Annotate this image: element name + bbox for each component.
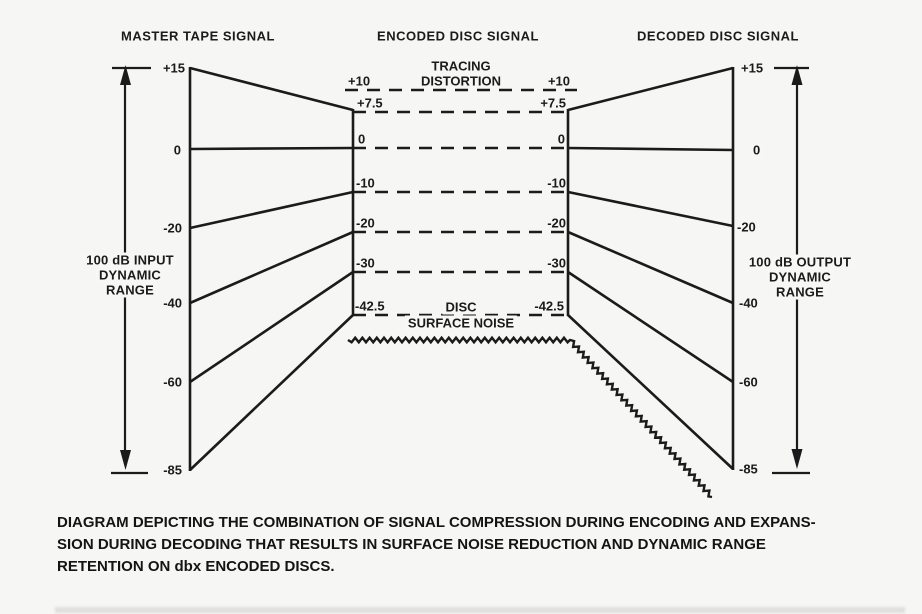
disc-surface-noise-line1: DISC bbox=[442, 300, 479, 315]
master-level-minus20: -20 bbox=[163, 220, 182, 236]
decoded-level-minus40: -40 bbox=[739, 295, 758, 311]
encoded-right-minus30: -30 bbox=[547, 255, 566, 271]
master-level-plus15: +15 bbox=[162, 60, 185, 76]
input-range-line3: RANGE bbox=[103, 283, 157, 298]
decoded-level-0: 0 bbox=[750, 143, 763, 158]
encoded-right-0: 0 bbox=[557, 131, 565, 147]
encoded-left-minus30: -30 bbox=[356, 255, 375, 271]
tracing-distortion-line2: DISTORTION bbox=[421, 73, 501, 89]
caption-line3: RETENTION ON dbx ENCODED DISCS. bbox=[57, 558, 335, 576]
header-encoded-disc-signal: ENCODED DISC SIGNAL bbox=[377, 28, 539, 44]
arrowheads bbox=[120, 65, 803, 470]
tracing-distortion-line1: TRACING bbox=[431, 58, 491, 74]
arrowhead-down-right bbox=[792, 449, 803, 469]
encoded-right-minus42-5: -42.5 bbox=[534, 298, 564, 314]
master-level-minus40: -40 bbox=[163, 295, 182, 311]
output-range-line1: 100 dB OUTPUT bbox=[746, 255, 854, 270]
caption-line1: DIAGRAM DEPICTING THE COMBINATION OF SIGNAL COMPRESSION DURING ENCODING AND EXPANS- bbox=[57, 514, 816, 531]
expansion-lines bbox=[568, 68, 733, 469]
encoded-left-plus7-5: +7.5 bbox=[357, 95, 383, 111]
input-range-line2: DYNAMIC bbox=[96, 268, 164, 283]
master-level-minus60: -60 bbox=[163, 374, 182, 390]
surface-noise-wavy-line bbox=[348, 338, 712, 497]
caption-line2: SION DURING DECODING THAT RESULTS IN SURFACE NOISE REDUCTION AND DYNAMIC RANGE bbox=[57, 536, 766, 554]
encoded-left-minus20: -20 bbox=[356, 215, 375, 231]
encoded-left-0: 0 bbox=[358, 131, 366, 147]
master-level-minus85: -85 bbox=[163, 462, 182, 478]
decoded-level-minus20: -20 bbox=[737, 219, 756, 235]
disc-surface-noise-line2: SURFACE NOISE bbox=[405, 316, 517, 331]
encoded-right-plus7-5: +7.5 bbox=[540, 95, 566, 111]
output-range-line2: DYNAMIC bbox=[766, 270, 834, 285]
encoded-level-dashes bbox=[345, 90, 577, 315]
master-level-0: 0 bbox=[171, 143, 184, 158]
compression-lines bbox=[190, 68, 353, 470]
arrowhead-down-left bbox=[120, 450, 131, 470]
decoded-level-plus15: +15 bbox=[741, 60, 764, 76]
encoded-left-minus10: -10 bbox=[356, 175, 375, 191]
decoded-level-minus60: -60 bbox=[739, 374, 758, 390]
input-range-line1: 100 dB INPUT bbox=[83, 253, 177, 268]
encoded-right-minus10: -10 bbox=[547, 175, 566, 191]
header-master-tape-signal: MASTER TAPE SIGNAL bbox=[121, 28, 275, 44]
encoded-right-minus20: -20 bbox=[547, 215, 566, 231]
figure-caption bbox=[57, 512, 907, 579]
encoded-left-minus42-5: -42.5 bbox=[355, 298, 385, 314]
header-decoded-disc-signal: DECODED DISC SIGNAL bbox=[637, 28, 799, 44]
decoded-level-minus85: -85 bbox=[739, 461, 758, 477]
encoded-left-plus10: +10 bbox=[348, 73, 371, 89]
page-cutoff-band bbox=[55, 607, 905, 613]
output-range-line3: RANGE bbox=[773, 285, 827, 300]
encoded-right-plus10: +10 bbox=[547, 73, 570, 89]
